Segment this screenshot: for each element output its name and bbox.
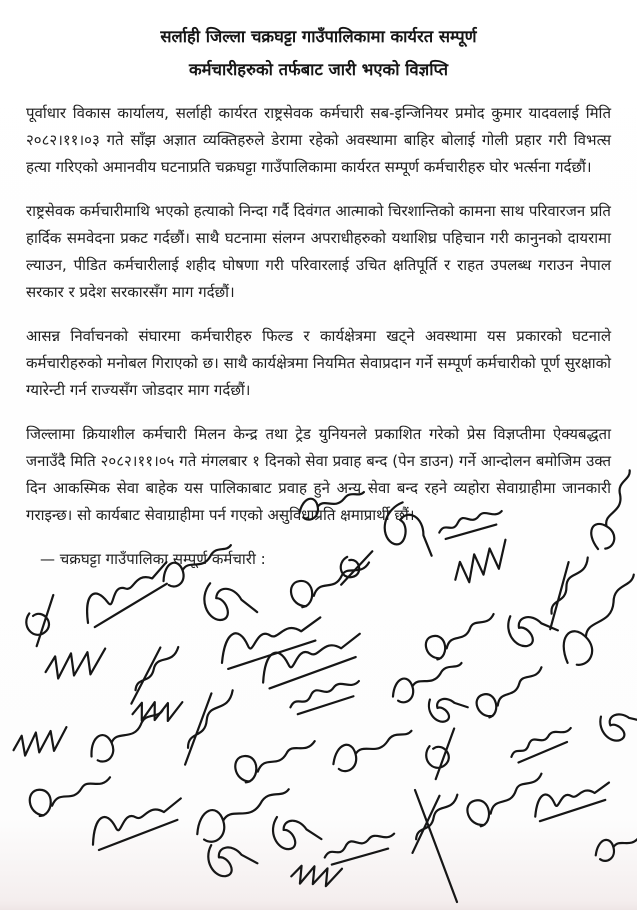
closing-line: — चक्रघट्टा गाउँपालिका सम्पूर्ण कर्मचारी : <box>40 550 266 568</box>
signature-mark <box>233 741 320 784</box>
signature-mark <box>415 790 457 902</box>
signature-mark <box>203 831 258 882</box>
paragraph-3: आसन्न निर्वाचनको संघारमा कर्मचारीहरु फिल्ड र कार्यक्षेत्रमा खट्ने अवस्थामा यस प्रकारको घटनाले कर्मचारीहरुको मनोबल गिराएको छ। साथै कार्यक्षेत्रमा नियमित सेवाप्रदान गर्ने सम्पूर्ण कर्मचारीको पूर्ण सुरक्षाको ग्यारेन्टी गर्न राज्यसँग जोडदार माग गर्दछौं। <box>26 327 611 399</box>
signature-mark <box>424 684 468 726</box>
signature-mark <box>87 797 188 852</box>
paragraph-4: जिल्लामा क्रियाशील कर्मचारी मिलन केन्द्र तथा ट्रेड युनियनले प्रकाशित गरेको प्रेस विज्ञप्तीमा ऐक्यबद्धता जनाउँदै मिति २०८२।११।०५ गते मंगलबार १ दिनको सेवा प्रवाह बन्द (पेन डाउन) गर्ने आन्दोलन बमोजिम उक्त दिन आकस्मिक सेवा बाहेक यस पालिकाबाट प्रवाह हुने अन्य सेवा बन्द रहने व्यहोरा सेवाग्राहीमा जानकारी गराइन्छ। सो कार्यबाट सेवाग्राहीमा पर्न गएको असुविधाप्रति क्षमाप्रार्थी छौं। <box>26 425 611 524</box>
signature-mark <box>257 632 368 690</box>
signature-mark <box>160 682 252 764</box>
title-line-2: कर्मचारीहरुको तर्फबाट जारी भएको विज्ञप्ति <box>189 60 448 79</box>
signature-mark <box>553 571 637 672</box>
signature-mark <box>464 774 551 830</box>
signature-mark <box>394 788 471 853</box>
paragraph-2: राष्ट्रसेवक कर्मचारीमाथि भएको हत्याको निन्दा गर्दै दिवंगत आत्माको चिरशान्तिको कामना साथ परिवारजन प्रति हार्दिक समवेदना प्रकट गर्दछौं। साथै घटनामा संलग्न अपराधीहरुको यथाशिघ्र पहिचान गरी कानुनको दायरामा ल्याउन, पीडित कर्मचारीलाई शहीद घोषणा गरी परिवारलाई उचित क्षतिपूर्ति र राहत उपलब्ध गराउन नेपाल सरकार र प्रदेश सरकारसँग माग गर्दछौं। <box>26 202 611 301</box>
signature-mark <box>502 599 558 652</box>
signature-mark <box>200 573 257 624</box>
signature-mark <box>114 640 191 704</box>
signature-mark <box>268 805 321 854</box>
signature-mark <box>42 641 112 687</box>
signature-mark <box>423 614 501 662</box>
signature-mark <box>10 720 73 763</box>
paragraph-1: पूर्वाधार विकास कार्यालय, सर्लाही कार्यरत राष्ट्रसेवक कर्मचारी सब-इन्जिनियर प्रमोद कुमार यादवलाई मिति २०८२।११।०३ गते साँझ अज्ञात व्यक्तिहरुले डेरामा रहेको अवस्थामा बाहिर बोलाई गोली प्रहार गरी विभत्स हत्या गरिएको अमानवीय घटनाप्रति चक्रघट्टा गाउँपालिकामा कार्यरत सम्पूर्ण कर्मचारीहरु घोर भर्त्सना गर्दछौं। <box>26 104 611 176</box>
signature-mark <box>131 696 185 727</box>
signature-mark <box>85 707 172 766</box>
signature-mark <box>419 729 471 780</box>
signature-mark <box>389 660 468 705</box>
signature-mark <box>531 781 614 822</box>
signature-mark <box>594 697 637 746</box>
signature-mark <box>290 862 343 889</box>
signature-mark <box>593 826 637 863</box>
signature-mark <box>28 777 115 817</box>
signature-mark <box>473 667 551 720</box>
document-title <box>60 20 577 86</box>
signature-mark <box>217 615 327 670</box>
title-line-1: सर्लाही जिल्ला चक्रघट्टा गाउँपालिकामा कार्यरत सम्पूर्ण <box>160 27 477 46</box>
signature-mark <box>329 727 417 773</box>
signature-mark <box>323 833 397 865</box>
signature-mark <box>508 727 576 763</box>
signature-mark <box>288 681 363 716</box>
signature-mark <box>19 595 72 646</box>
signature-mark <box>192 785 297 845</box>
document-body <box>26 100 611 529</box>
